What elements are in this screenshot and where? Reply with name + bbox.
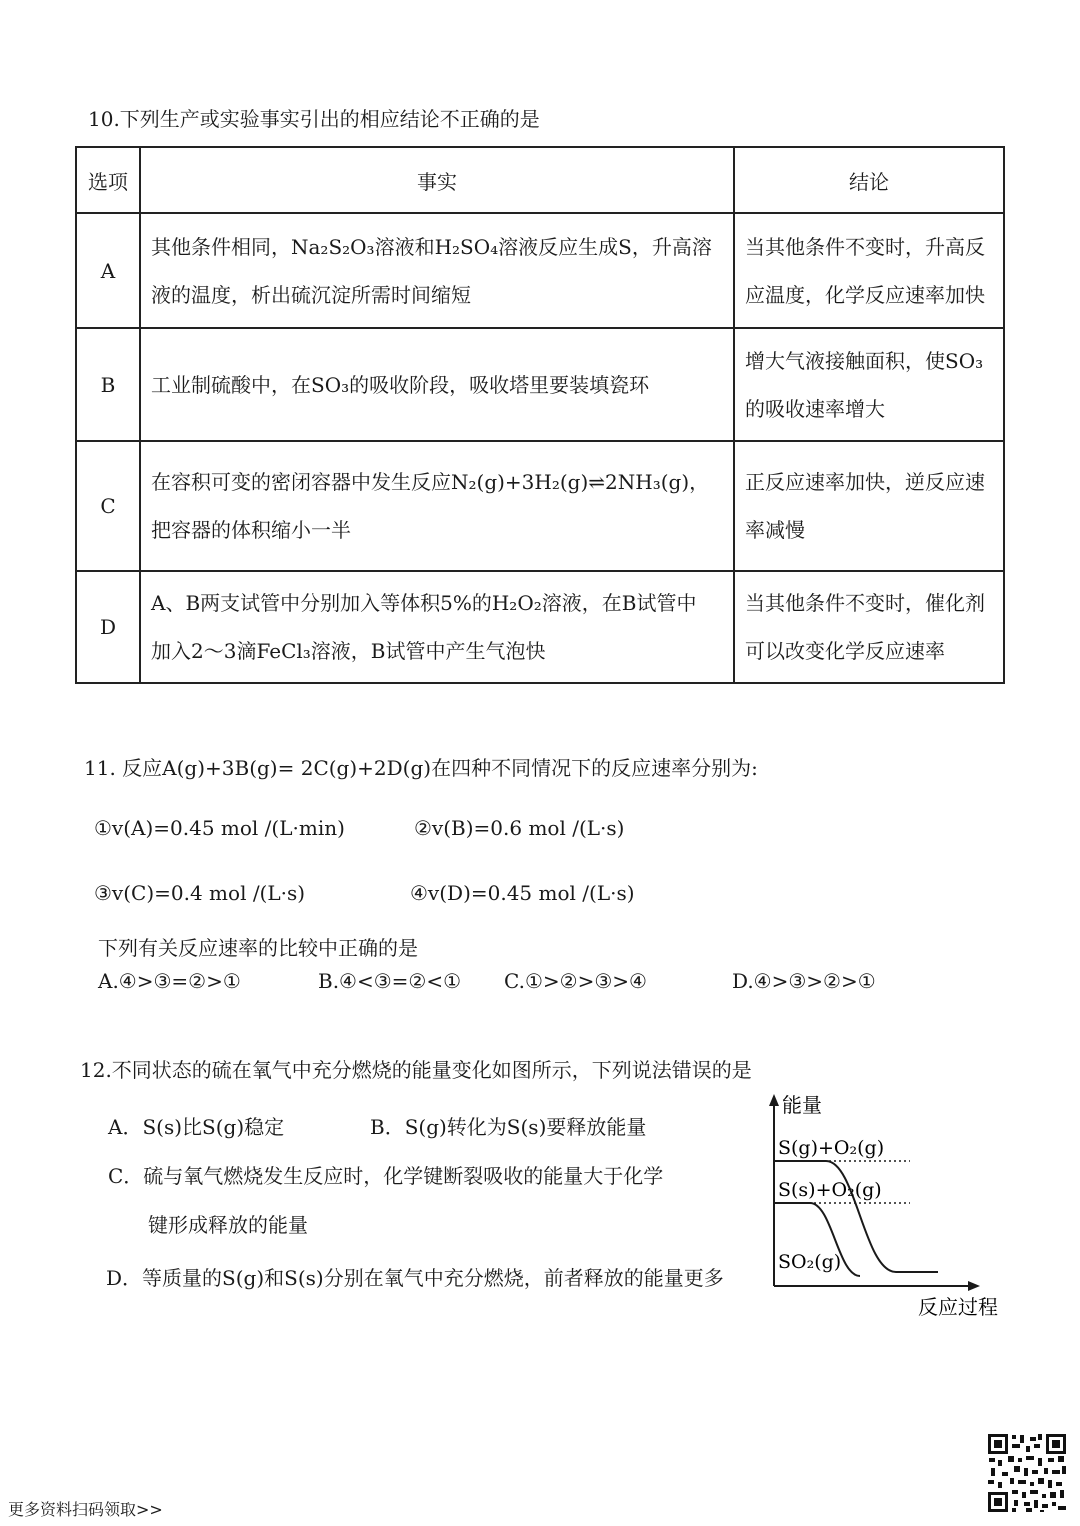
q11-choice-c: C.①>②>③>④ bbox=[504, 969, 647, 993]
row-conclusion: 正反应速率加快，逆反应速 率减慢 bbox=[734, 441, 1004, 571]
q11-choice-b: B.④<③=②<① bbox=[318, 969, 462, 993]
row-fact: A、B两支试管中分别加入等体积5%的H₂O₂溶液，在B试管中 加入2～3滴FeCl₃溶液，B试管中产生气泡快 bbox=[140, 571, 734, 683]
x-axis-arrow-icon bbox=[968, 1281, 980, 1291]
q11-rate-1: ①v(A)=0.45 mol /(L·min) bbox=[94, 816, 345, 840]
q11-rate-3: ③v(C)=0.4 mol /(L·s) bbox=[94, 881, 306, 905]
level-label-ss: S(s)+O₂(g) bbox=[778, 1179, 882, 1201]
row-fact: 其他条件相同，Na₂S₂O₃溶液和H₂SO₄溶液反应生成S，升高溶 液的温度，析出硫沉淀所需时间缩短 bbox=[140, 213, 734, 328]
row-option: C bbox=[76, 441, 140, 571]
q11-choice-d: D.④>③>②>① bbox=[732, 969, 876, 993]
footer-text: 更多资料扫码领取>> bbox=[8, 1500, 163, 1519]
level-label-so2: SO₂(g) bbox=[778, 1251, 842, 1273]
level-label-sg: S(g)+O₂(g) bbox=[778, 1137, 885, 1159]
row-option: B bbox=[76, 328, 140, 441]
row-fact: 在容积可变的密闭容器中发生反应N₂(g)+3H₂(g)⇌2NH₃(g)， 把容器的体积缩小一半 bbox=[140, 441, 734, 571]
q10-title: 10.下列生产或实验事实引出的相应结论不正确的是 bbox=[88, 107, 540, 131]
y-axis-arrow-icon bbox=[769, 1094, 779, 1106]
header-conclusion: 结论 bbox=[734, 147, 1004, 213]
q12-choice-c-line2: 键形成释放的能量 bbox=[148, 1213, 308, 1237]
q11-prompt: 下列有关反应速率的比较中正确的是 bbox=[98, 936, 418, 960]
row-option: D bbox=[76, 571, 140, 683]
q12-title: 12.不同状态的硫在氧气中充分燃烧的能量变化如图所示，下列说法错误的是 bbox=[80, 1058, 752, 1082]
table-row bbox=[76, 328, 1004, 441]
q12-choice-b: B．S(g)转化为S(s)要释放能量 bbox=[370, 1115, 647, 1139]
table-row bbox=[76, 441, 1004, 571]
x-axis-label: 反应过程 bbox=[918, 1295, 998, 1319]
q11-choice-a: A.④>③=②>① bbox=[98, 969, 241, 993]
qr-code-icon bbox=[986, 1432, 1068, 1514]
q12-choice-c-line1: C．硫与氧气燃烧发生反应时，化学键断裂吸收的能量大于化学 bbox=[108, 1164, 664, 1188]
energy-diagram bbox=[760, 1090, 1020, 1320]
q10-table bbox=[75, 146, 1005, 684]
q12-choice-d: D．等质量的S(g)和S(s)分别在氧气中充分燃烧，前者释放的能量更多 bbox=[106, 1266, 724, 1290]
row-conclusion: 增大气液接触面积，使SO₃ 的吸收速率增大 bbox=[734, 328, 1004, 441]
table-row bbox=[76, 213, 1004, 328]
q12-choice-a: A．S(s)比S(g)稳定 bbox=[108, 1115, 285, 1139]
q11-rate-4: ④v(D)=0.45 mol /(L·s) bbox=[410, 881, 635, 905]
q11-rate-2: ②v(B)=0.6 mol /(L·s) bbox=[414, 816, 625, 840]
header-fact: 事实 bbox=[140, 147, 734, 213]
header-option: 选项 bbox=[76, 147, 140, 213]
row-conclusion: 当其他条件不变时，升高反 应温度，化学反应速率加快 bbox=[734, 213, 1004, 328]
q11-title: 11. 反应A(g)+3B(g)= 2C(g)+2D(g)在四种不同情况下的反应速率分别为: bbox=[84, 756, 758, 780]
row-conclusion: 当其他条件不变时，催化剂 可以改变化学反应速率 bbox=[734, 571, 1004, 683]
table-row bbox=[76, 571, 1004, 683]
table-header-row bbox=[76, 147, 1004, 213]
y-axis-label: 能量 bbox=[782, 1093, 822, 1117]
row-option: A bbox=[76, 213, 140, 328]
row-fact: 工业制硫酸中，在SO₃的吸收阶段，吸收塔里要装填瓷环 bbox=[140, 328, 734, 441]
